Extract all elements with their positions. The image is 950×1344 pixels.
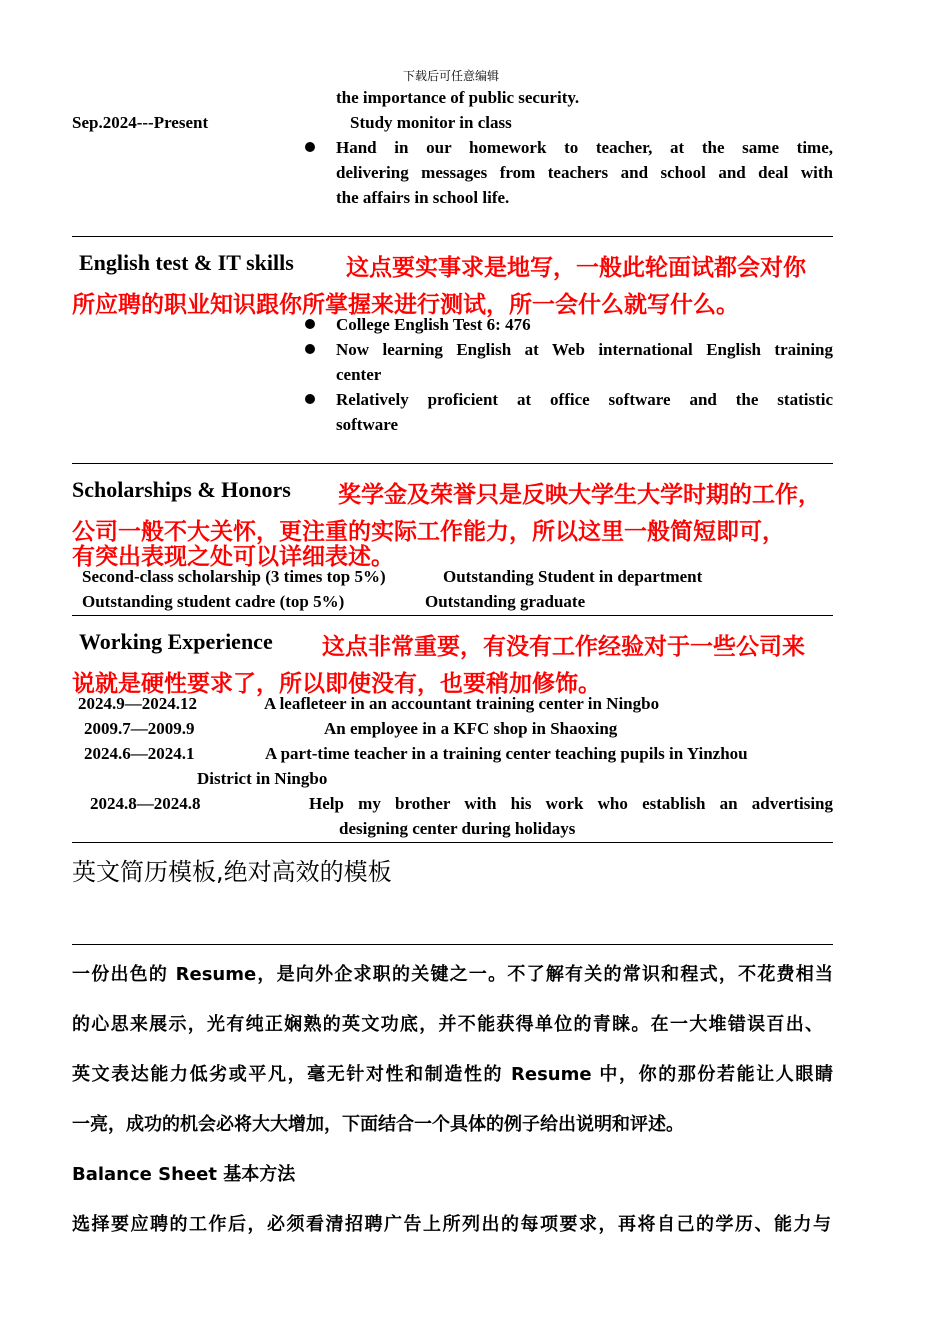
section-heading-work: Working Experience <box>79 629 273 654</box>
section-heading-english-it: English test & IT skills <box>79 250 294 275</box>
work-text: A part-time teacher in a training center teaching pupils in Yinzhou <box>265 744 748 763</box>
divider <box>72 236 833 237</box>
divider <box>72 463 833 464</box>
work-text: A leafleteer in an accountant training center in Ningbo <box>264 694 660 713</box>
position-desc-line: Hand in our homework to teacher, at the same time, <box>336 138 833 157</box>
work-date: 2009.7—2009.9 <box>84 719 195 738</box>
header-note: 下载后可任意编辑 <box>403 69 500 83</box>
bullet-icon <box>305 344 315 354</box>
bullet-icon <box>305 142 315 152</box>
work-date: 2024.9—2024.12 <box>78 694 197 713</box>
article-paragraph-line: 一亮，成功的机会必将大大增加，下面结合一个具体的例子给出说明和评述。 <box>72 1114 684 1135</box>
work-text: designing center during holidays <box>339 819 576 838</box>
article-subheading: Balance Sheet 基本方法 <box>72 1164 296 1185</box>
section-note: 所应聘的职业知识跟你所掌握来进行测试，所一会什么就写什么。 <box>72 292 739 318</box>
section-note: 公司一般不大关怀，更注重的实际工作能力，所以这里一般简短即可， <box>72 519 785 545</box>
honor-item: Outstanding student cadre (top 5%) <box>82 592 345 611</box>
honor-item: Outstanding Student in department <box>443 567 703 586</box>
bullet-icon <box>305 319 315 329</box>
article-paragraph-line: 一份出色的 Resume，是向外企求职的关键之一。不了解有关的常识和程式，不花费相当 <box>72 964 833 985</box>
position-desc-line: the affairs in school life. <box>336 188 510 207</box>
work-date: 2024.8—2024.8 <box>90 794 201 813</box>
section-note: 有突出表现之处可以详细表述。 <box>72 544 394 570</box>
work-text: An employee in a KFC shop in Shaoxing <box>324 719 618 738</box>
work-date: 2024.6—2024.1 <box>84 744 195 763</box>
section-note: 说就是硬性要求了，所以即使没有，也要稍加修饰。 <box>72 671 601 697</box>
article-paragraph-line: 的心思来展示，光有纯正娴熟的英文功底，并不能获得单位的青睐。在一大堆错误百出、 <box>72 1014 823 1035</box>
divider <box>72 615 833 616</box>
skill-item: center <box>336 365 382 384</box>
article-title: 英文简历模板,绝对高效的模板 <box>72 858 392 886</box>
work-text: District in Ningbo <box>197 769 328 788</box>
position-desc-line: delivering messages from teachers and school and deal with <box>336 163 833 182</box>
divider <box>72 842 833 843</box>
work-text: Help my brother with his work who establish an advertising <box>309 794 833 813</box>
prev-line: the importance of public security. <box>336 88 580 107</box>
skill-item: software <box>336 415 398 434</box>
position-role: Study monitor in class <box>350 113 512 132</box>
honor-item: Second-class scholarship (3 times top 5%) <box>82 567 386 586</box>
section-note: 这点要实事求是地写，一般此轮面试都会对你 <box>346 255 806 281</box>
divider <box>72 944 833 945</box>
skill-item: College English Test 6: 476 <box>336 315 531 334</box>
skill-item: Relatively proficient at office software and the statistic <box>336 390 833 409</box>
bullet-icon <box>305 394 315 404</box>
section-heading-honors: Scholarships & Honors <box>72 477 291 502</box>
section-note: 奖学金及荣誉只是反映大学生大学时期的工作， <box>338 482 821 508</box>
position-date: Sep.2024---Present <box>72 113 209 132</box>
honor-item: Outstanding graduate <box>425 592 586 611</box>
article-paragraph-line: 选择要应聘的工作后，必须看清招聘广告上所列出的每项要求，再将自己的学历、能力与 <box>72 1214 831 1235</box>
article-paragraph-line: 英文表达能力低劣或平凡，毫无针对性和制造性的 Resume 中，你的那份若能让人眼睛 <box>72 1064 833 1085</box>
section-note: 这点非常重要，有没有工作经验对于一些公司来 <box>322 634 805 660</box>
skill-item: Now learning English at Web international English training <box>336 340 833 359</box>
